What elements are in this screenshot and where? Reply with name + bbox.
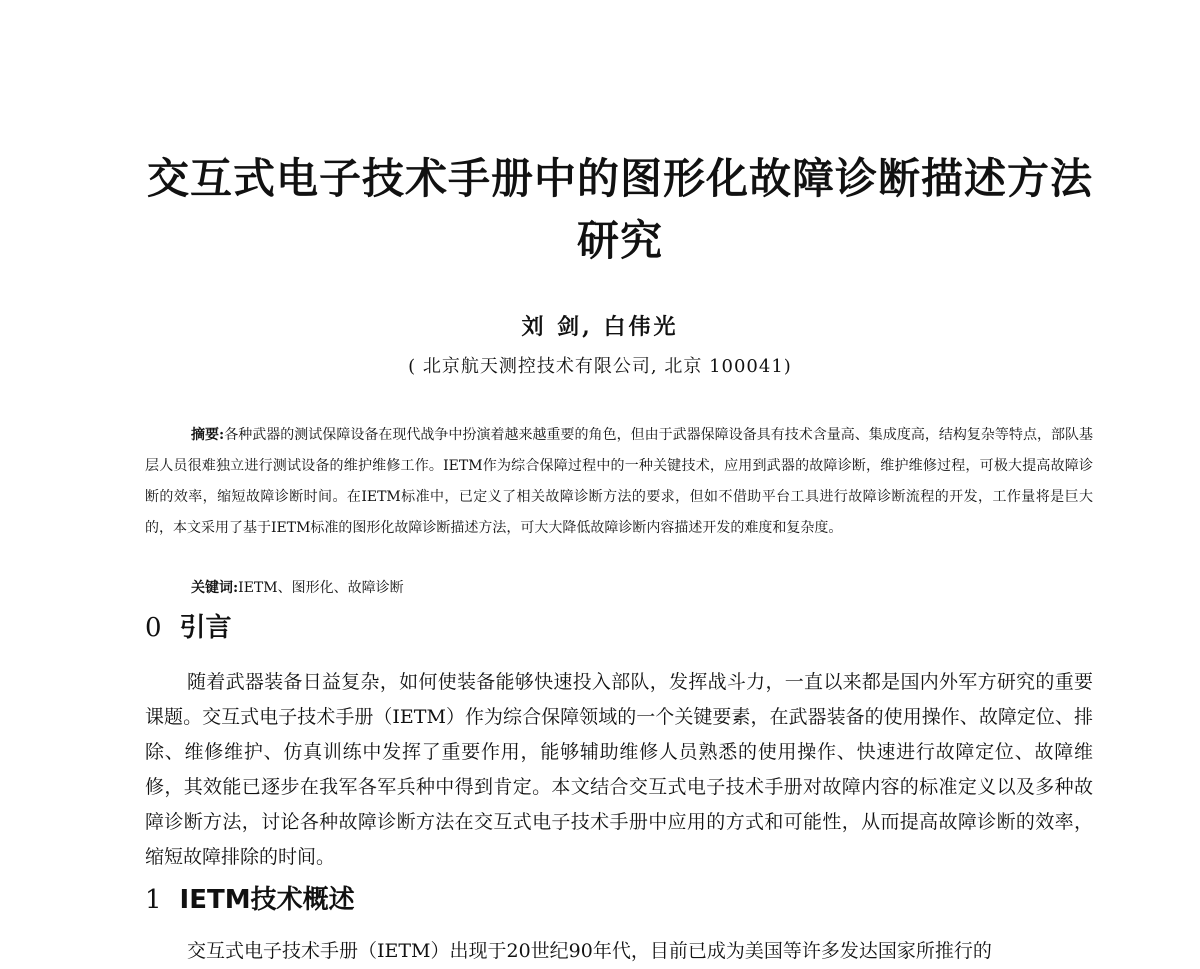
introduction-paragraph: 随着武器装备日益复杂，如何使装备能够快速投入部队，发挥战斗力，一直以来都是国内外军方研究的重要课题。交互式电子技术手册（IETM）作为综合保障领域的一个关键要素，在武器装备的使用操作、故障定位、排除、维修维护、仿真训练中发挥了重要作用，能够辅助维修人员熟悉的使用操作、快速进行故障定位、故障维修，其效能已逐步在我军各军兵种中得到肯定。本文结合交互式电子技术手册对故障内容的标准定义以及多种故障诊断方法，讨论各种故障诊断方法在交互式电子技术手册中应用的方式和可能性，从而提高故障诊断的效率，缩短故障排除的时间。 — [145, 671, 1093, 868]
keywords-label: 关键词: — [191, 580, 239, 596]
section-title: IETM技术概述 — [179, 885, 355, 915]
abstract — [145, 420, 1093, 544]
ietm-overview-paragraph: 交互式电子技术手册（IETM）出现于20世纪90年代，目前已成为美国等许多发达国家所推行的 — [187, 940, 992, 962]
paper-title: 交互式电子技术手册中的图形化故障诊断描述方法研究 — [146, 154, 1093, 265]
keywords-text: IETM、图形化、故障诊断 — [238, 580, 404, 596]
authors: 刘 剑, 白伟光 — [521, 314, 679, 340]
section-number: 0 — [145, 613, 162, 643]
section-number: 1 — [145, 885, 162, 915]
section-heading-ietm-overview — [145, 882, 355, 918]
section-title: 引言 — [179, 613, 232, 643]
section-heading-introduction — [145, 610, 232, 646]
affiliation: ( 北京航天测控技术有限公司, 北京 100041) — [408, 356, 792, 377]
abstract-text: 各种武器的测试保障设备在现代战争中扮演着越来越重要的角色，但由于武器保障设备具有技术含量高、集成度高，结构复杂等特点，部队基层人员很难独立进行测试设备的维护维修工作。IETM作为综合保障过程中的一种关键技术，应用到武器的故障诊断，维护维修过程，可极大提高故障诊断的效率，缩短故障诊断时间。在IETM标准中，已定义了相关故障诊断方法的要求，但如不借助平台工具进行故障诊断流程的开发，工作量将是巨大的，本文采用了基于IETM标准的图形化故障诊断描述方法，可大大降低故障诊断内容描述开发的难度和复杂度。 — [145, 427, 1094, 536]
keywords — [191, 573, 404, 603]
abstract-label: 摘要: — [191, 427, 225, 443]
